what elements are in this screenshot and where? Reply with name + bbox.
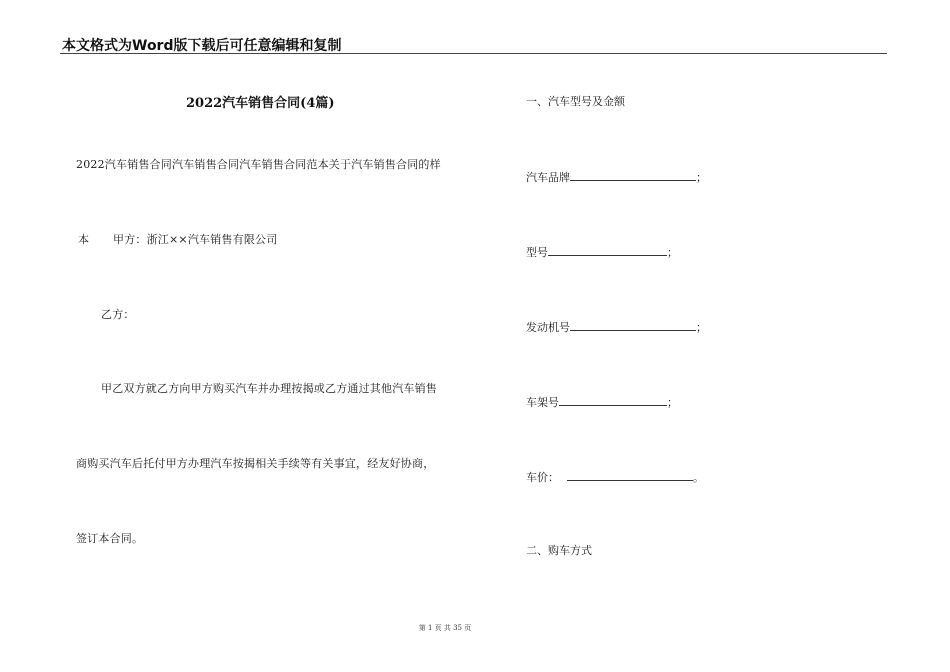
frame-label: 车架号 bbox=[526, 396, 559, 409]
price-field-row bbox=[526, 468, 704, 485]
body-line-5: 商购买汽车后托付甲方办理汽车按揭相关手续等有关事宜，经友好协商， bbox=[76, 457, 435, 470]
engine-label: 发动机号 bbox=[526, 321, 570, 334]
engine-blank bbox=[570, 318, 696, 331]
model-end: ； bbox=[667, 246, 678, 259]
body-line-6: 签订本合同。 bbox=[76, 532, 144, 545]
price-blank bbox=[567, 468, 693, 481]
engine-field-row bbox=[526, 318, 707, 335]
brand-field-row bbox=[526, 168, 707, 185]
frame-end: ； bbox=[667, 396, 678, 409]
frame-blank bbox=[559, 393, 667, 406]
body-line-2-start: 本 bbox=[78, 233, 90, 246]
document-header: 本文格式为Word版下载后可任意编辑和复制 bbox=[62, 38, 342, 54]
price-end: 。 bbox=[693, 471, 704, 484]
frame-field-row bbox=[526, 393, 678, 410]
section-heading-model-amount: 一、汽车型号及金额 bbox=[526, 95, 625, 108]
body-line-1: 2022汽车销售合同汽车销售合同汽车销售合同范本关于汽车销售合同的样 bbox=[76, 158, 441, 171]
body-line-4: 甲乙双方就乙方向甲方购买汽车并办理按揭或乙方通过其他汽车销售 bbox=[101, 382, 437, 395]
document-title: 2022汽车销售合同(4篇) bbox=[186, 96, 335, 111]
brand-label: 汽车品牌 bbox=[526, 171, 570, 184]
model-label: 型号 bbox=[526, 246, 548, 259]
model-field-row bbox=[526, 243, 678, 260]
model-blank bbox=[548, 243, 667, 256]
engine-end: ； bbox=[696, 321, 707, 334]
party-a-line: 甲方：浙江××汽车销售有限公司 bbox=[113, 233, 278, 246]
brand-end: ； bbox=[696, 171, 707, 184]
page-number: 第 1 页 共 35 页 bbox=[418, 624, 472, 632]
brand-blank bbox=[570, 168, 696, 181]
section-heading-purchase-method: 二、购车方式 bbox=[526, 544, 592, 557]
price-label: 车价： bbox=[526, 471, 559, 484]
party-b-line: 乙方： bbox=[101, 308, 135, 321]
header-divider bbox=[60, 53, 887, 54]
